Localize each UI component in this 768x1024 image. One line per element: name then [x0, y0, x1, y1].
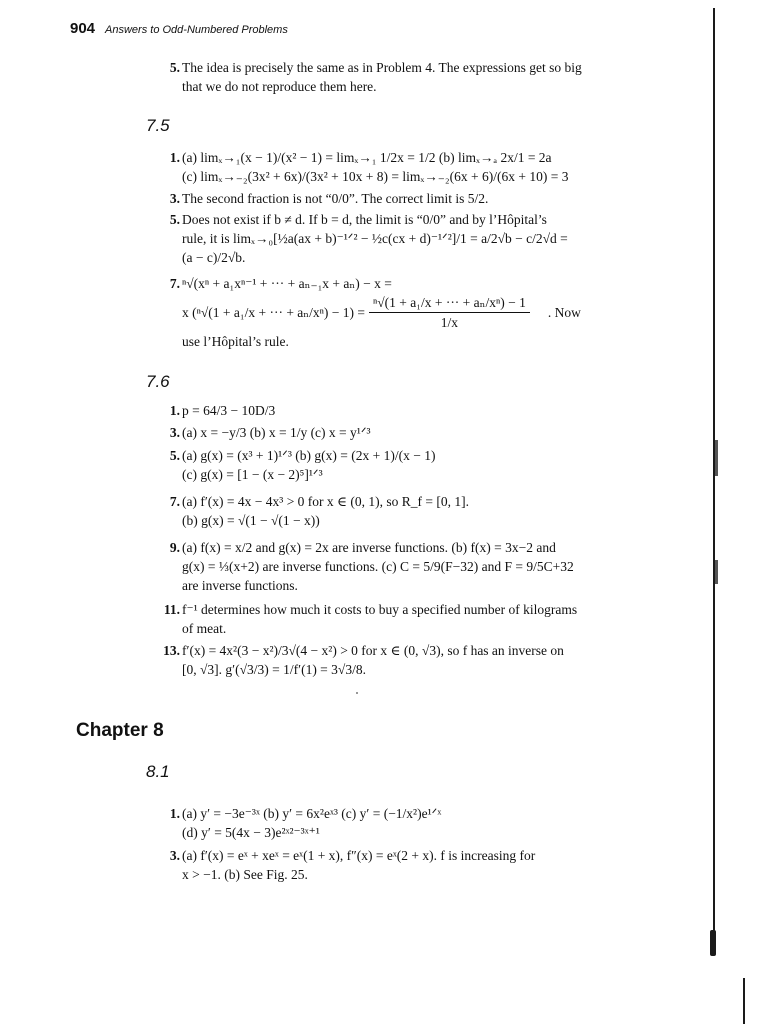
problem-7-6-3	[158, 423, 658, 442]
problem-number: 5.	[169, 448, 180, 463]
page-header	[70, 20, 288, 44]
problem-number: 3.	[169, 425, 180, 440]
problem-7-5-1	[158, 148, 658, 186]
problem-text: Does not exist if b ≠ d. If b = d, the limit is “0/0” and by l’Hôpital’s	[182, 212, 547, 227]
problem-7-6-9	[158, 538, 658, 595]
problem-text: (c) limₓ→₋₂(3x² + 6x)/(3x² + 10x + 8) = limₓ→₋₂(6x + 6)/(6x + 10) = 3	[182, 169, 569, 184]
problem-text: (d) y′ = 5(4x − 3)e²ˣ²⁻³ˣ⁺¹	[182, 825, 320, 840]
problem-text: rule, it is limₓ→₀[½a(ax + b)⁻¹ᐟ² − ½c(cx + d)⁻¹ᐟ²]/1 = a/2√b − c/2√d =	[182, 231, 568, 246]
problem-number: 5.	[169, 60, 180, 75]
equation-tail: . Now	[547, 305, 581, 320]
running-head: Answers to Odd-Numbered Problems	[105, 24, 288, 36]
equation-lhs: x (ⁿ√(1 + a₁/x + ··· + aₙ/xⁿ) − 1) =	[182, 305, 365, 320]
scan-speck	[356, 692, 358, 694]
fraction-equation	[182, 293, 658, 332]
problem-text: (a) x = −y/3 (b) x = 1/y (c) x = y¹ᐟ³	[182, 425, 371, 440]
scan-edge-line	[743, 978, 745, 1024]
chapter-title: Chapter 8	[76, 720, 164, 741]
problem-7-5-3	[158, 189, 658, 208]
problem-text: (a − c)/2√b.	[182, 250, 246, 265]
problem-7-6-11	[158, 600, 658, 638]
problem-number: 9.	[169, 540, 180, 555]
fraction-numerator: ⁿ√(1 + a₁/x + ··· + aₙ/xⁿ) − 1	[369, 293, 530, 313]
section-title-7-6: 7.6	[146, 372, 170, 391]
problem-text: (a) y′ = −3e⁻³ˣ (b) y′ = 6x²eˣ³ (c) y′ = (−1/x²)e¹ᐟˣ	[182, 806, 442, 821]
problem-text: f⁻¹ determines how much it costs to buy a specified number of kilograms	[182, 602, 578, 617]
problem-text: are inverse functions.	[182, 578, 298, 593]
binding-edge-rule	[713, 8, 715, 954]
problem-7-6-1	[158, 401, 658, 420]
problem-8-1-1	[158, 804, 658, 842]
problem-text: (a) limₓ→₁(x − 1)/(x² − 1) = limₓ→₁ 1/2x = 1/2 (b) limₓ→ₐ 2x/1 = 2a	[182, 150, 552, 165]
scan-edge-mark	[715, 440, 718, 476]
problem-text: (a) g(x) = (x³ + 1)¹ᐟ³ (b) g(x) = (2x + 1)/(x − 1)	[182, 448, 436, 463]
problem-number: 7.	[169, 494, 180, 509]
problem-text: (b) g(x) = √(1 − √(1 − x))	[182, 513, 320, 528]
binding-edge-knob	[710, 930, 716, 956]
scan-edge-mark	[715, 560, 718, 584]
fraction	[369, 293, 530, 332]
problem-number: 7.	[169, 276, 180, 291]
problem-number: 1.	[169, 150, 180, 165]
problem-7-5-5	[158, 210, 658, 267]
problem-text: f′(x) = 4x²(3 − x²)/3√(4 − x²) > 0 for x ∈ (0, √3), so f has an inverse on	[182, 643, 564, 658]
page-number: 904	[70, 20, 96, 37]
problem-text: The idea is precisely the same as in Problem 4. The expressions get so big	[182, 60, 582, 75]
problem-8-1-3	[158, 846, 658, 884]
problem-number: 1.	[169, 403, 180, 418]
problem-number: 5.	[169, 212, 180, 227]
problem-text: (c) g(x) = [1 − (x − 2)⁵]¹ᐟ³	[182, 467, 323, 482]
problem-number: 11.	[163, 602, 180, 617]
problem-text: g(x) = ⅓(x+2) are inverse functions. (c) C = 5/9(F−32) and F = 9/5C+32	[182, 559, 574, 574]
fraction-denominator: 1/x	[440, 315, 459, 330]
problem-text: use l’Hôpital’s rule.	[182, 334, 289, 349]
problem-number: 3.	[169, 848, 180, 863]
problem-number: 1.	[169, 806, 180, 821]
problem-number: 3.	[169, 191, 180, 206]
problem-text: (a) f′(x) = 4x − 4x³ > 0 for x ∈ (0, 1), so R_f = [0, 1].	[182, 494, 470, 509]
problem-7-6-13	[158, 641, 658, 679]
problem-carry-5	[158, 58, 658, 96]
problem-text: The second fraction is not “0/0”. The correct limit is 5/2.	[182, 191, 489, 206]
problem-7-5-7	[158, 274, 658, 351]
problem-7-6-7	[158, 492, 658, 530]
problem-text: p = 64/3 − 10D/3	[182, 403, 276, 418]
problem-text: of meat.	[182, 621, 227, 636]
problem-text: (a) f(x) = x/2 and g(x) = 2x are inverse functions. (b) f(x) = 3x−2 and	[182, 540, 556, 555]
problem-text: ⁿ√(xⁿ + a₁xⁿ⁻¹ + ··· + aₙ₋₁x + aₙ) − x =	[182, 276, 392, 291]
problem-text: (a) f′(x) = eˣ + xeˣ = eˣ(1 + x), f″(x) = eˣ(2 + x). f is increasing for	[182, 848, 536, 863]
problem-text: that we do not reproduce them here.	[182, 79, 377, 94]
section-title-7-5: 7.5	[146, 116, 170, 135]
problem-number: 13.	[163, 643, 180, 658]
problem-text: [0, √3]. g′(√3/3) = 1/f′(1) = 3√3/8.	[182, 662, 366, 677]
problem-text: x > −1. (b) See Fig. 25.	[182, 867, 308, 882]
problem-7-6-5	[158, 446, 658, 484]
section-title-8-1: 8.1	[146, 762, 170, 781]
